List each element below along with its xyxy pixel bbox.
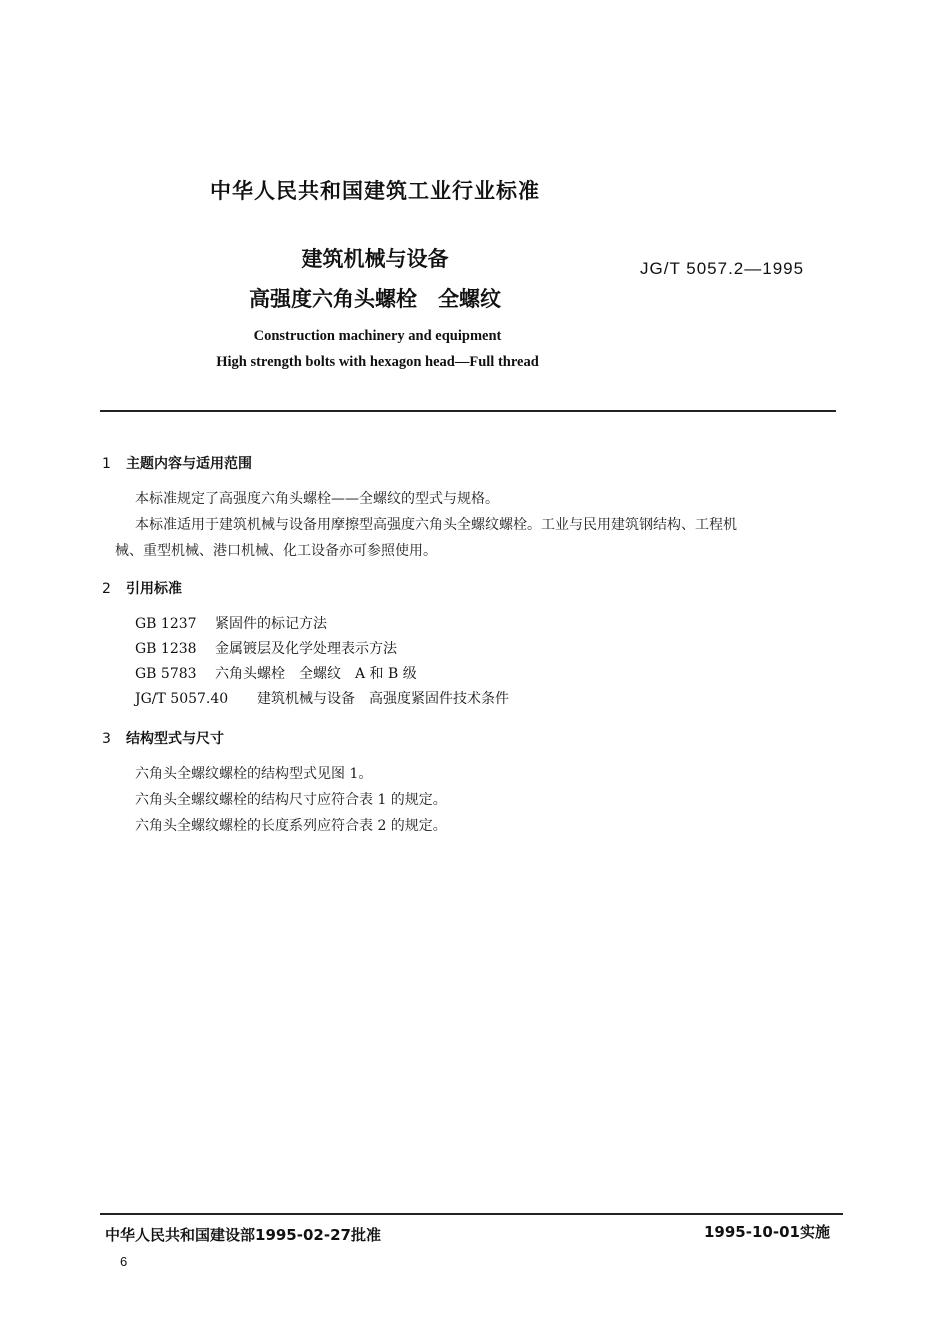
reference-row (135, 663, 417, 683)
reference-title: 紧固件的标记方法 (215, 616, 327, 632)
section-number: 3 (102, 731, 111, 747)
section-title: 主题内容与适用范围 (126, 456, 252, 472)
chinese-title-line-1: 建筑机械与设备 (301, 247, 449, 271)
implementation-date: 1995-10-01实施 (704, 1223, 830, 1241)
approval-line: 中华人民共和国建设部1995-02-27批准 (105, 1226, 381, 1244)
paragraph: 本标准规定了高强度六角头螺栓——全螺纹的型式与规格。 (135, 491, 499, 507)
reference-code: GB 5783 (135, 666, 197, 682)
reference-code: GB 1237 (135, 616, 197, 632)
section-1-heading (102, 453, 252, 473)
reference-title: 六角头螺栓 全螺纹 A 和 B 级 (215, 666, 417, 682)
reference-row (135, 688, 509, 708)
page-number: 6 (120, 1254, 128, 1269)
main-title: 中华人民共和国建筑工业行业标准 (210, 179, 540, 203)
reference-title: 建筑机械与设备 高强度紧固件技术条件 (257, 691, 509, 707)
reference-title: 金属镀层及化学处理表示方法 (215, 641, 397, 657)
section-title: 引用标准 (126, 581, 182, 597)
paragraph: 六角头全螺纹螺栓的长度系列应符合表 2 的规定。 (135, 818, 447, 834)
paragraph: 六角头全螺纹螺栓的结构型式见图 1。 (135, 766, 373, 782)
reference-row (135, 613, 327, 633)
section-number: 1 (102, 456, 111, 472)
footer-divider (100, 1213, 843, 1215)
reference-code: JG/T 5057.40 (135, 691, 229, 707)
reference-code: GB 1238 (135, 641, 197, 657)
section-title: 结构型式与尺寸 (126, 731, 224, 747)
paragraph: 本标准适用于建筑机械与设备用摩擦型高强度六角头全螺纹螺栓。工业与民用建筑钢结构、工程机 (135, 517, 737, 533)
section-3-heading (102, 728, 224, 748)
paragraph: 械、重型机械、港口机械、化工设备亦可参照使用。 (115, 543, 437, 559)
english-title-line-1: Construction machinery and equipment (253, 328, 502, 344)
english-title-line-2: High strength bolts with hexagon head—Full thread (216, 354, 539, 370)
header-divider (100, 410, 836, 412)
standard-code: JG/T 5057.2—1995 (640, 259, 805, 278)
section-number: 2 (102, 581, 111, 597)
chinese-title-line-2: 高强度六角头螺栓 全螺纹 (249, 287, 501, 311)
reference-row (135, 638, 397, 658)
section-2-heading (102, 578, 182, 598)
paragraph: 六角头全螺纹螺栓的结构尺寸应符合表 1 的规定。 (135, 792, 447, 808)
